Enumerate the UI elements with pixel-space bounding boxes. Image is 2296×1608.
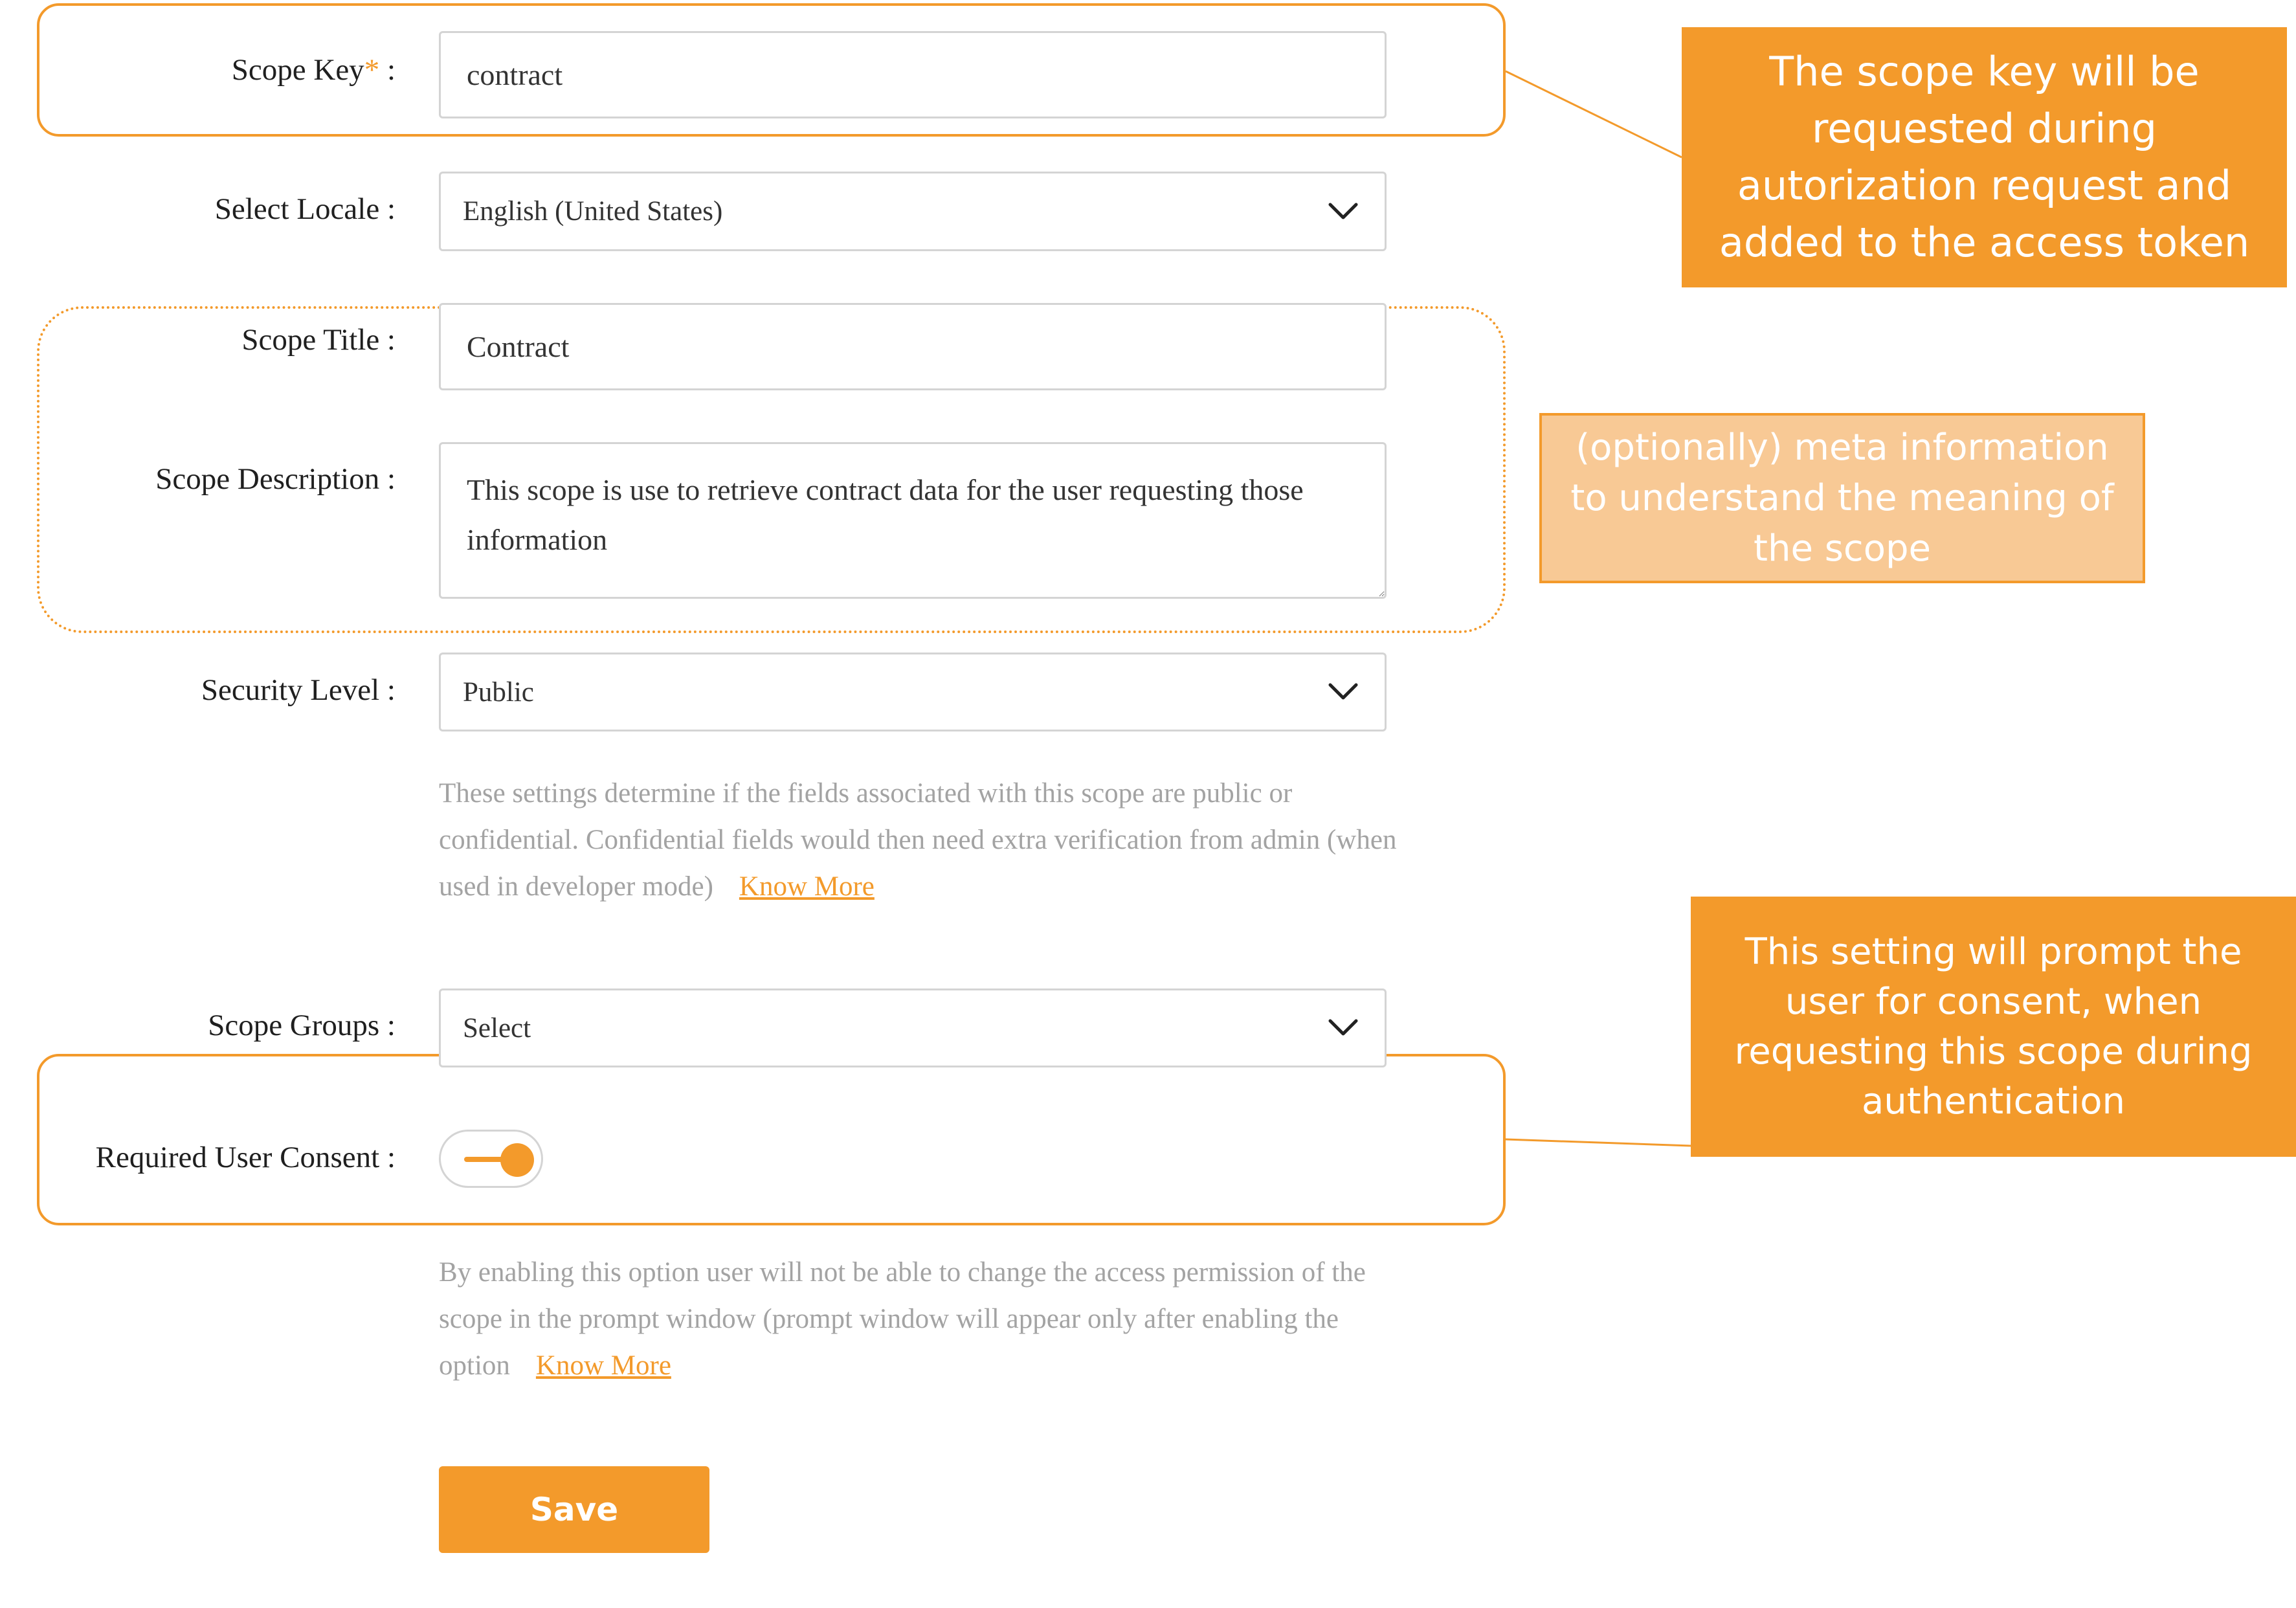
scope-title-input[interactable] <box>439 303 1387 390</box>
security-know-more-link[interactable]: Know More <box>739 871 875 902</box>
security-level-select[interactable] <box>439 653 1387 731</box>
scope-description-label: Scope Description : <box>155 462 396 496</box>
scope-groups-value: Select <box>463 1012 531 1044</box>
scope-title-label: Scope Title : <box>241 323 396 357</box>
toggle-knob <box>500 1143 534 1177</box>
consent-know-more-link[interactable]: Know More <box>535 1350 671 1381</box>
locale-value: English (United States) <box>463 196 723 227</box>
security-level-label: Security Level : <box>201 673 396 707</box>
scope-key-callout: The scope key will be requested during autorization request and added to the access token <box>1682 27 2287 287</box>
scope-key-value: contract <box>467 58 563 91</box>
chevron-down-icon <box>1328 202 1359 221</box>
meta-info-callout: (optionally) meta information to understand the meaning of the scope <box>1539 413 2145 583</box>
required-asterisk: * <box>364 53 380 87</box>
scope-groups-label: Scope Groups : <box>208 1009 396 1042</box>
chevron-down-icon <box>1328 682 1359 702</box>
user-consent-toggle[interactable] <box>439 1130 543 1188</box>
required-user-consent-label: Required User Consent : <box>95 1141 396 1174</box>
security-level-help: These settings determine if the fields associated with this scope are public or confidential. Confidential fields would then need extra verification from admin (when used in developer mode) Know More <box>439 778 1397 902</box>
scope-groups-select[interactable] <box>439 988 1387 1067</box>
scope-key-input[interactable] <box>439 31 1387 118</box>
scope-title-value: Contract <box>467 330 570 363</box>
consent-callout: This setting will prompt the user for consent, when requesting this scope during authentication <box>1691 897 2296 1157</box>
scope-key-label: Scope Key* : <box>231 53 396 87</box>
user-consent-help: By enabling this option user will not be able to change the access permission of the scope in the prompt window (prompt window will appear only after enabling the option Know More <box>439 1257 1366 1381</box>
save-button[interactable]: Save <box>439 1466 709 1553</box>
scope-description-textarea[interactable] <box>439 442 1387 599</box>
locale-select[interactable] <box>439 172 1387 251</box>
chevron-down-icon <box>1328 1018 1359 1038</box>
select-locale-label: Select Locale : <box>214 192 396 226</box>
security-level-value: Public <box>463 676 534 708</box>
